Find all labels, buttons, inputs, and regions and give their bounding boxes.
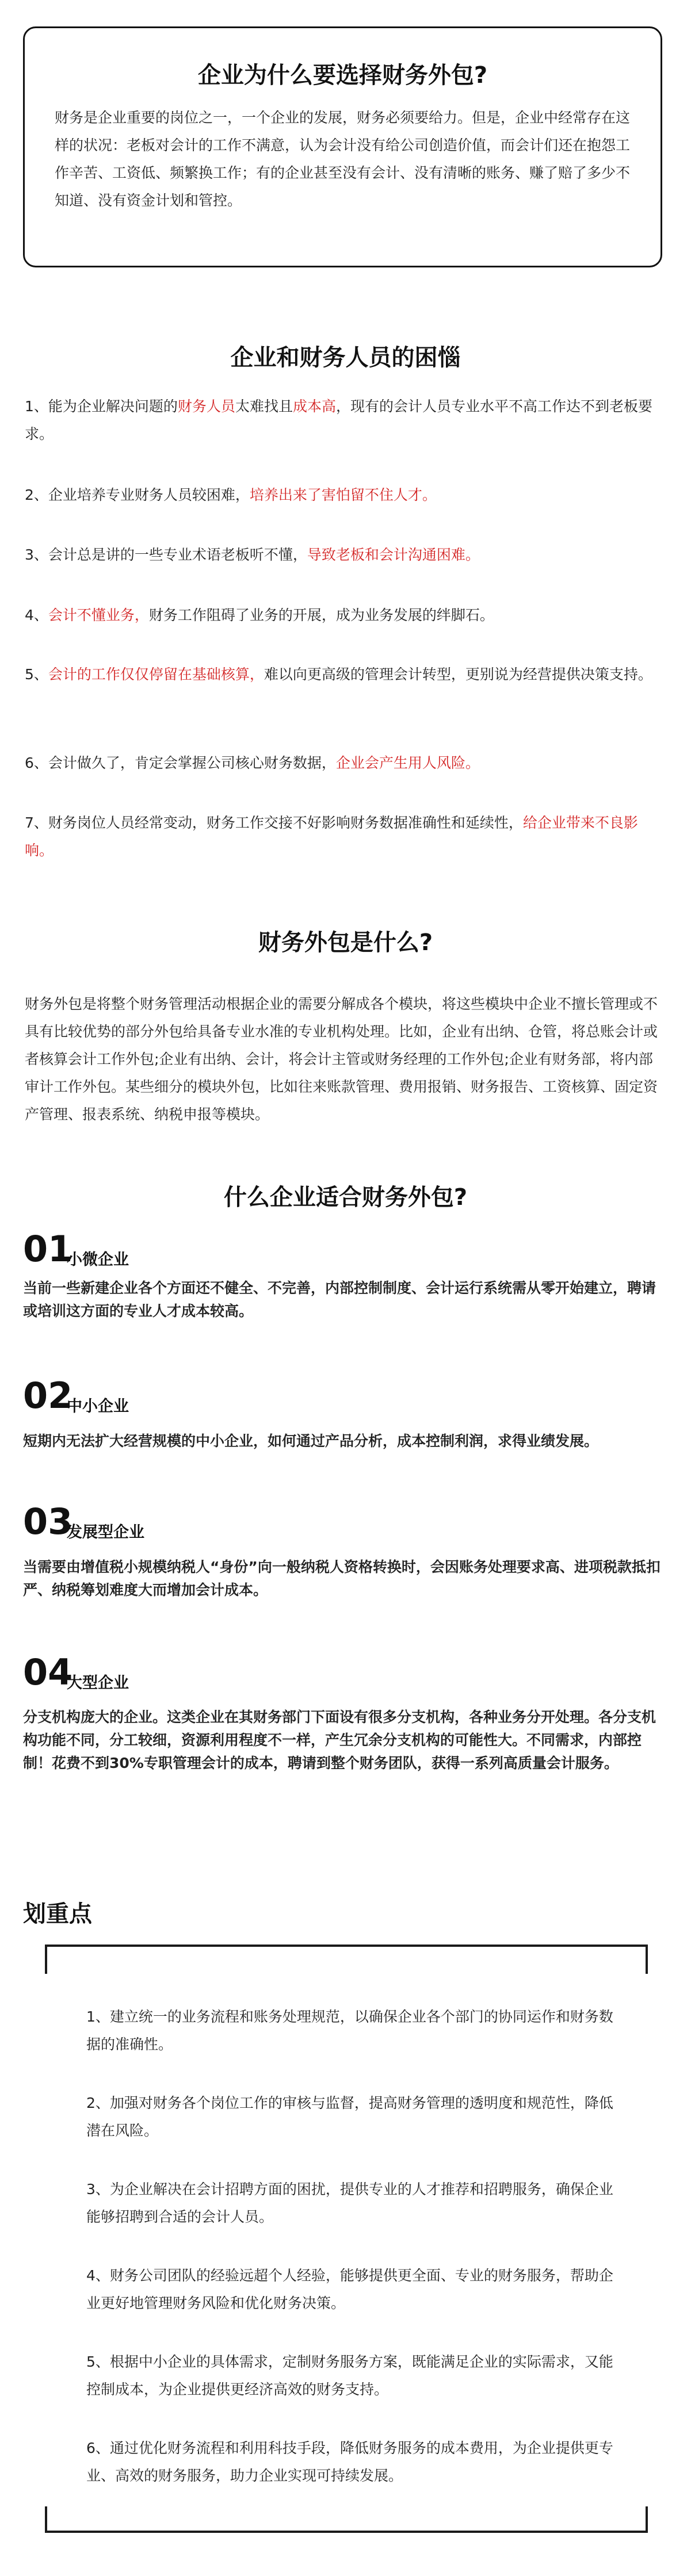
- difficulty-item: 1、能为企业解决问题的财务人员太难找且成本高，现有的会计人员专业水平不高工作达不到老板要求。: [25, 398, 652, 442]
- keypoints-title: 划重点: [23, 1901, 92, 1927]
- why-outsource-box: [23, 26, 662, 267]
- enterprise-number: 03: [23, 1501, 73, 1542]
- keypoint-item: 4、财务公司团队的经验远超个人经验，能够提供更全面、专业的财务服务，帮助企业更好地管理财务风险和优化财务决策。: [86, 2267, 613, 2311]
- frame-gap: [40, 1974, 52, 2506]
- difficulty-item: 3、会计总是讲的一些专业术语老板听不懂，导致老板和会计沟通困难。: [25, 546, 480, 563]
- difficulties-title: 企业和财务人员的困惱: [230, 345, 461, 371]
- outsourcing-title: 财务外包是什么?: [258, 929, 433, 956]
- outsourcing-body: 财务外包是将整个财务管理活动根据企业的需要分解成各个模块，将这些模块中企业不擅长管理或不具有比较优势的部分外包给具备专业水准的专业机构处理。比如，企业有出纳、仓管，将总账会计或者核算会计工作外包;企业有出纳、会计，将会计主管或财务经理的工作外包;企业有财务部，将内部审计工作外包。某些细分的模块外包，比如往来账款管理、费用报销、财务报告、工资核算、固定资产管理、报表系统、纳税申报等模块。: [25, 996, 658, 1123]
- enterprise-name: 中小企业: [67, 1398, 129, 1415]
- enterprise-desc: 当需要由增值税小规模纳税人“身份”向一般纳税人资格转换时，会因账务处理要求高、进项税款抵扣严、纳税筹划难度大而增加会计成本。: [23, 1559, 661, 1598]
- difficulty-item: 2、企业培养专业财务人员较困难，培养出来了害怕留不住人才。: [25, 487, 437, 503]
- enterprise-name: 小微企业: [67, 1251, 129, 1269]
- keypoint-item: 1、建立统一的业务流程和账务处理规范，以确保企业各个部门的协同运作和财务数据的准确性。: [86, 2008, 613, 2053]
- enterprise-number: 01: [23, 1228, 73, 1270]
- keypoint-item: 6、通过优化财务流程和利用科技手段，降低财务服务的成本费用，为企业提供更专业、高效的财务服务，助力企业实现可持续发展。: [86, 2440, 613, 2484]
- enterprise-name: 发展型企业: [67, 1524, 144, 1541]
- keypoint-item: 5、根据中小企业的具体需求，定制财务服务方案，既能满足企业的实际需求，又能控制成本，为企业提供更经济高效的财务支持。: [86, 2353, 613, 2398]
- why-body: 财务是企业重要的岗位之一，一个企业的发展，财务必须要给力。但是，企业中经常存在这样的状况：老板对会计的工作不满意，认为会计没有给公司创造价值，而会计们还在抱怨工作辛苦、工资低、频繁换工作；有的企业甚至没有会计、没有清晰的账务、赚了赔了多少不知道、没有资金计划和管控。: [55, 109, 631, 209]
- why-title: 企业为什么要选择财务外包?: [197, 62, 488, 89]
- enterprise-desc: 当前一些新建企业各个方面还不健全、不完善，内部控制制度、会计运行系统需从零开始建立，聘请或培训这方面的专业人才成本较高。: [23, 1280, 656, 1319]
- enterprise-number: 02: [23, 1375, 73, 1417]
- difficulty-item: 6、会计做久了，肯定会掌握公司核心财务数据，企业会产生用人风险。: [25, 755, 480, 771]
- difficulty-item: 5、会计的工作仅仅停留在基础核算，难以向更高级的管理会计转型，更别说为经营提供决策支持。: [25, 666, 652, 683]
- suitable-title: 什么企业适合财务外包?: [223, 1184, 468, 1211]
- keypoint-item: 3、为企业解决在会计招聘方面的困扰，提供专业的人才推荐和招聘服务，确保企业能够招聘到合适的会计人员。: [86, 2181, 613, 2225]
- enterprise-desc: 分支机构庞大的企业。这类企业在其财务部门下面设有很多分支机构，各种业务分开处理。各分支机构功能不同，分工较细，资源利用程度不一样，产生冗余分支机构的可能性大。不同需求，内部控制！花费不到30%专职管理会计的成本，聘请到整个财务团队，获得一系列高质量会计服务。: [23, 1709, 656, 1771]
- enterprise-number: 04: [23, 1651, 73, 1693]
- difficulty-item: 4、会计不懂业务，财务工作阻碍了业务的开展，成为业务发展的绊脚石。: [25, 607, 494, 623]
- enterprise-desc: 短期内无法扩大经营规模的中小企业，如何通过产品分析，成本控制利润，求得业绩发展。: [23, 1433, 599, 1449]
- frame-gap: [641, 1974, 652, 2506]
- difficulty-item: 7、财务岗位人员经常变动，财务工作交接不好影响财务数据准确性和延续性，给企业带来不良影响。: [25, 814, 638, 859]
- keypoint-item: 2、加强对财务各个岗位工作的审核与监督，提高财务管理的透明度和规范性，降低潜在风险。: [86, 2095, 613, 2139]
- enterprise-name: 大型企业: [67, 1674, 129, 1692]
